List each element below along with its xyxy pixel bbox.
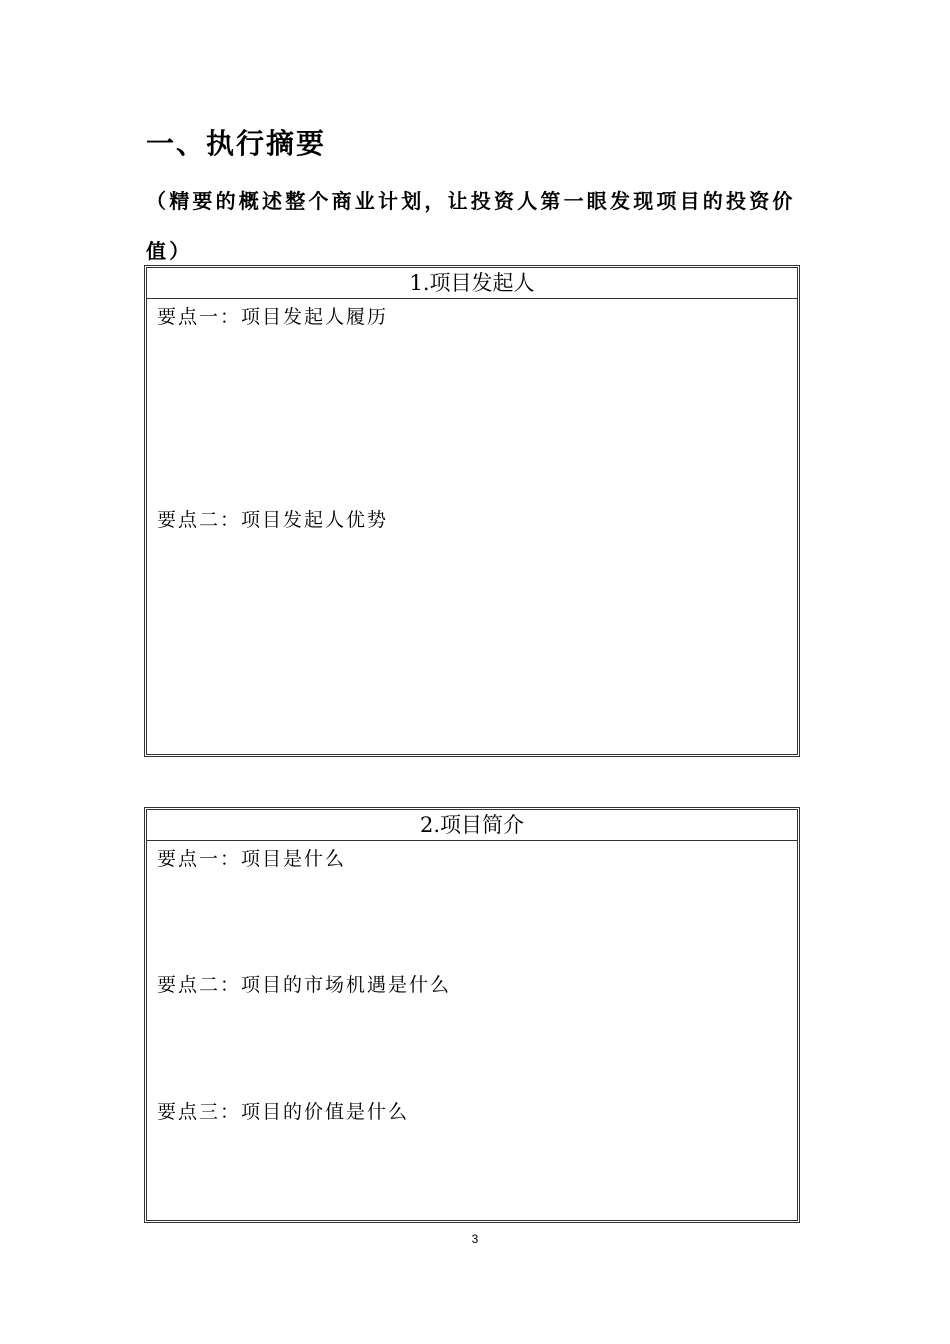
point-3: 要点三：项目的价值是什么 xyxy=(157,1101,410,1123)
point-1: 要点一：项目是什么 xyxy=(157,848,347,870)
point-2: 要点二：项目发起人优势 xyxy=(157,509,389,531)
section-heading: 一、执行摘要 xyxy=(146,127,327,160)
table-project-intro xyxy=(144,807,800,1223)
point-2: 要点二：项目的市场机遇是什么 xyxy=(157,974,452,996)
table-title: 2.项目简介 xyxy=(147,810,797,841)
section-subtitle: （精要的概述整个商业计划，让投资人第一眼发现项目的投资价值） xyxy=(146,189,796,263)
page-number: 3 xyxy=(471,1232,479,1246)
table-project-initiator xyxy=(144,265,800,757)
point-1: 要点一：项目发起人履历 xyxy=(157,306,389,328)
table-title: 1.项目发起人 xyxy=(147,268,797,299)
